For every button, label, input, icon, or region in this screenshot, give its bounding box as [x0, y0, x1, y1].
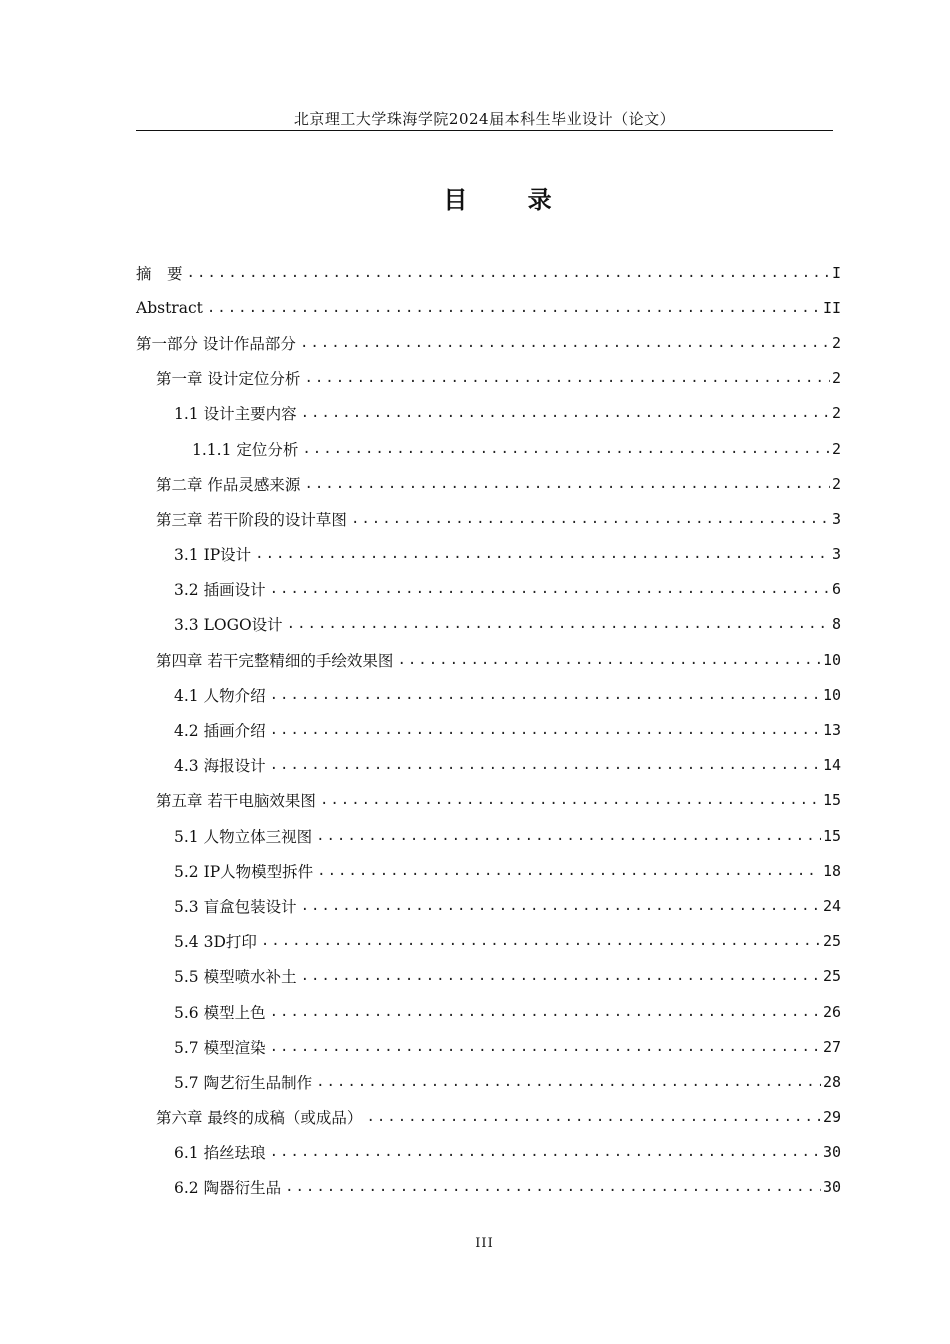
toc-entry-page: 3 — [831, 545, 841, 564]
toc-entry-page: 27 — [822, 1037, 841, 1056]
toc-dot-leader — [301, 968, 821, 984]
toc-entry-label: 1.1.1 定位分析 — [192, 440, 299, 459]
toc-entry[interactable] — [136, 818, 841, 853]
toc-entry-label: 4.2 插画介绍 — [174, 722, 266, 741]
toc-dot-leader — [270, 581, 830, 597]
toc-entry-label: Abstract — [136, 298, 203, 317]
toc-dot-leader — [316, 1074, 821, 1090]
toc-entry-page: 30 — [822, 1143, 841, 1162]
toc-entry-label: 6.2 陶器衍生品 — [174, 1179, 282, 1198]
toc-dot-leader — [301, 405, 830, 421]
toc-entry-label: 6.1 掐丝珐琅 — [174, 1144, 266, 1163]
toc-entry-page: 2 — [831, 439, 841, 458]
toc-entry-label: 第五章 若干电脑效果图 — [156, 792, 316, 811]
toc-entry-page: I — [831, 263, 841, 282]
toc-entry[interactable] — [136, 466, 841, 501]
toc-entry-page: 2 — [831, 474, 841, 493]
toc-entry[interactable] — [136, 783, 841, 818]
toc-entry-label: 第一章 设计定位分析 — [156, 370, 301, 389]
toc-dot-leader — [301, 898, 821, 914]
toc-entry[interactable] — [136, 748, 841, 783]
toc-dot-leader — [366, 1109, 821, 1125]
toc-dot-leader — [304, 476, 830, 492]
toc-entry[interactable] — [136, 255, 841, 290]
toc-dot-leader — [270, 1039, 821, 1055]
toc-dot-leader — [207, 300, 821, 316]
toc-entry[interactable] — [136, 853, 841, 888]
toc-entry[interactable] — [136, 994, 841, 1029]
toc-entry[interactable] — [136, 501, 841, 536]
toc-dot-leader — [287, 616, 830, 632]
toc-entry-label: 5.3 盲盒包装设计 — [174, 897, 297, 916]
toc-entry-label: 5.1 人物立体三视图 — [174, 827, 313, 846]
toc-entry[interactable] — [136, 959, 841, 994]
toc-entry-page: 10 — [822, 685, 841, 704]
toc-dot-leader — [270, 1004, 821, 1020]
header-rule — [136, 130, 833, 131]
toc-entry-label: 3.2 插画设计 — [174, 581, 266, 600]
toc-entry-page: 26 — [822, 1002, 841, 1021]
toc-entry-label: 第四章 若干完整精细的手绘效果图 — [156, 651, 394, 670]
toc-entry-page: 24 — [822, 896, 841, 915]
toc-entry-page: 15 — [822, 826, 841, 845]
toc-dot-leader — [270, 687, 821, 703]
toc-entry-page: 2 — [831, 333, 841, 352]
toc-entry-page: 18 — [822, 861, 841, 880]
toc-entry-label: 第六章 最终的成稿（或成品） — [156, 1109, 363, 1128]
toc-dot-leader — [300, 335, 830, 351]
toc-entry[interactable] — [136, 361, 841, 396]
toc-entry-page: 8 — [831, 615, 841, 634]
toc-entry-label: 第三章 若干阶段的设计草图 — [156, 510, 347, 529]
toc-entry[interactable] — [136, 1135, 841, 1170]
toc-entry-label: 5.5 模型喷水补土 — [174, 968, 297, 987]
toc-dot-leader — [285, 1179, 821, 1195]
toc-entry[interactable] — [136, 1100, 841, 1135]
toc-entry[interactable] — [136, 607, 841, 642]
toc-dot-leader — [255, 546, 830, 562]
toc-entry[interactable] — [136, 1029, 841, 1064]
toc-entry-label: 5.6 模型上色 — [174, 1003, 266, 1022]
toc-entry-page: II — [822, 298, 841, 317]
toc-title: 目 录 — [443, 186, 578, 214]
toc-entry[interactable] — [136, 677, 841, 712]
toc-entry-label: 1.1 设计主要内容 — [174, 405, 297, 424]
toc-entry-label: 4.3 海报设计 — [174, 757, 266, 776]
toc-entry-label: 3.1 IP设计 — [174, 546, 252, 565]
page-number: III — [475, 1236, 494, 1251]
toc-entry-label: 5.2 IP人物模型拆件 — [174, 862, 314, 881]
toc-entry-page: 28 — [822, 1072, 841, 1091]
toc-entry[interactable] — [136, 924, 841, 959]
toc-entry-page: 29 — [822, 1108, 841, 1127]
toc-entry[interactable] — [136, 572, 841, 607]
toc-entry[interactable] — [136, 537, 841, 572]
toc-entry[interactable] — [136, 431, 841, 466]
toc-dot-leader — [397, 652, 821, 668]
toc-entry[interactable] — [136, 1064, 841, 1099]
toc-entry-page: 25 — [822, 932, 841, 951]
toc-entry-page: 6 — [831, 580, 841, 599]
toc-dot-leader — [187, 265, 830, 281]
toc-entry-label: 5.4 3D打印 — [174, 933, 257, 952]
toc-entry-label: 第一部分 设计作品部分 — [136, 334, 296, 353]
toc-entry[interactable] — [136, 1170, 841, 1205]
toc-entry[interactable] — [136, 290, 841, 325]
toc-dot-leader — [317, 863, 821, 879]
toc-dot-leader — [304, 370, 830, 386]
toc-entry-page: 3 — [831, 509, 841, 528]
toc-dot-leader — [270, 757, 821, 773]
toc-entry-page: 14 — [822, 756, 841, 775]
toc-dot-leader — [302, 441, 830, 457]
toc-entry[interactable] — [136, 888, 841, 923]
toc-entry-label: 3.3 LOGO设计 — [174, 616, 283, 635]
table-of-contents — [136, 255, 841, 1205]
toc-entry-label: 4.1 人物介绍 — [174, 686, 266, 705]
toc-dot-leader — [351, 511, 830, 527]
page-header-title: 北京理工大学珠海学院2024届本科生毕业设计（论文） — [293, 110, 676, 128]
toc-entry-page: 25 — [822, 967, 841, 986]
toc-entry-label: 5.7 模型渲染 — [174, 1038, 266, 1057]
toc-entry-page: 2 — [831, 404, 841, 423]
toc-entry-page: 2 — [831, 369, 841, 388]
toc-dot-leader — [320, 792, 821, 808]
toc-entry-page: 10 — [822, 650, 841, 669]
toc-dot-leader — [270, 722, 821, 738]
toc-dot-leader — [261, 933, 821, 949]
toc-entry-page: 15 — [822, 791, 841, 810]
toc-dot-leader — [270, 1144, 821, 1160]
toc-entry-label: 5.7 陶艺衍生品制作 — [174, 1073, 313, 1092]
toc-entry-label: 摘 要 — [136, 264, 183, 283]
toc-entry[interactable] — [136, 712, 841, 747]
toc-entry-page: 30 — [822, 1178, 841, 1197]
toc-entry[interactable] — [136, 396, 841, 431]
toc-entry[interactable] — [136, 325, 841, 360]
toc-entry[interactable] — [136, 642, 841, 677]
toc-entry-page: 13 — [822, 721, 841, 740]
toc-entry-label: 第二章 作品灵感来源 — [156, 475, 301, 494]
toc-dot-leader — [316, 828, 821, 844]
